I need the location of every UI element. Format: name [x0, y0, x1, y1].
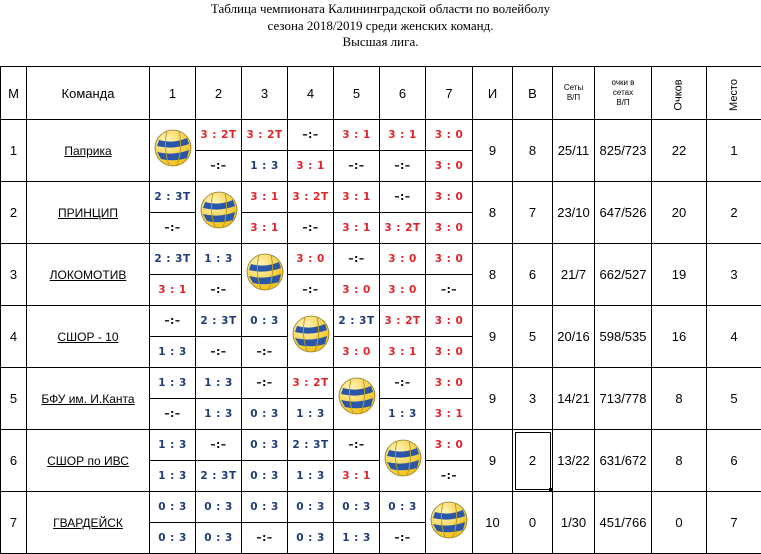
wins[interactable]: 2: [513, 430, 553, 492]
score-cell-round-2: 3 : 0: [334, 275, 380, 306]
score-cell-round-2: –:–: [426, 275, 473, 306]
score-cell-round-1: –:–: [380, 368, 426, 399]
header-col-3: 3: [242, 67, 288, 120]
score-cell-round-2: 0 : 3: [242, 461, 288, 492]
points-ratio: 825/723: [595, 120, 652, 182]
place: 2: [707, 182, 761, 244]
diagonal-ball-cell: [150, 120, 196, 182]
score-cell-round-1: 3 : 1: [334, 120, 380, 151]
header-ochkov: [652, 67, 707, 120]
team-name[interactable]: ПРИНЦИП: [58, 206, 118, 220]
score-cell-round-2: 0 : 3: [288, 523, 334, 554]
table-row: [1, 182, 761, 213]
score-cell-round-1: 3 : 0: [426, 368, 473, 399]
score-cell-round-1: 3 : 2Т: [380, 306, 426, 337]
total-points: 8: [652, 430, 707, 492]
table-row: [1, 306, 761, 337]
team-name-cell: [27, 492, 150, 554]
score-cell-round-1: 0 : 3: [380, 492, 426, 523]
score-cell-round-2: 3 : 0: [334, 337, 380, 368]
header-col-6: 6: [380, 67, 426, 120]
score-cell-round-1: 2 : 3Т: [150, 244, 196, 275]
volleyball-icon: [199, 190, 239, 230]
score-cell-round-2: 1 : 3: [242, 151, 288, 182]
row-number: 2: [1, 182, 27, 244]
score-cell-round-1: 0 : 3: [196, 492, 242, 523]
score-cell-round-1: 0 : 3: [242, 430, 288, 461]
place: 1: [707, 120, 761, 182]
header-ochkov-label: Очков: [673, 79, 685, 110]
score-cell-round-2: 3 : 0: [380, 275, 426, 306]
table-row: [1, 368, 761, 399]
place: 3: [707, 244, 761, 306]
table-row: [1, 244, 761, 275]
diagonal-ball-cell: [426, 492, 473, 554]
header-mesto-label: Место: [728, 79, 740, 111]
score-cell-round-2: 0 : 3: [150, 523, 196, 554]
total-points: 0: [652, 492, 707, 554]
score-cell-round-1: 1 : 3: [196, 368, 242, 399]
sets-ratio: 21/7: [553, 244, 595, 306]
games-played: 9: [473, 430, 513, 492]
score-cell-round-2: –:–: [196, 151, 242, 182]
points-ratio: 451/766: [595, 492, 652, 554]
score-cell-round-2: –:–: [242, 523, 288, 554]
row-number: 4: [1, 306, 27, 368]
score-cell-round-1: 3 : 1: [380, 120, 426, 151]
diagonal-ball-cell: [288, 306, 334, 368]
total-points: 19: [652, 244, 707, 306]
score-cell-round-1: 3 : 0: [426, 244, 473, 275]
sets-ratio: 23/10: [553, 182, 595, 244]
games-played: 9: [473, 306, 513, 368]
score-cell-round-1: 3 : 0: [426, 182, 473, 213]
score-cell-round-2: –:–: [426, 461, 473, 492]
header-col-1: 1: [150, 67, 196, 120]
score-cell-round-1: 2 : 3Т: [288, 430, 334, 461]
row-number: 7: [1, 492, 27, 554]
score-cell-round-2: 3 : 0: [426, 337, 473, 368]
diagonal-ball-cell: [380, 430, 426, 492]
score-cell-round-1: 0 : 3: [288, 492, 334, 523]
header-sets: [553, 67, 595, 120]
volleyball-icon: [337, 376, 377, 416]
score-cell-round-2: 3 : 0: [426, 213, 473, 244]
wins: 6: [513, 244, 553, 306]
score-cell-round-2: 0 : 3: [242, 399, 288, 430]
header-games: И: [473, 67, 513, 120]
score-cell-round-1: –:–: [380, 182, 426, 213]
table-row: [1, 492, 761, 523]
team-name[interactable]: ГВАРДЕЙСК: [53, 516, 123, 530]
team-name[interactable]: СШОР по ИВС: [47, 454, 129, 468]
total-points: 20: [652, 182, 707, 244]
score-cell-round-2: 1 : 3: [150, 337, 196, 368]
row-number: 6: [1, 430, 27, 492]
team-name-cell: [27, 182, 150, 244]
score-cell-round-1: 0 : 3: [242, 306, 288, 337]
score-cell-round-1: 3 : 0: [426, 430, 473, 461]
header-wins: В: [513, 67, 553, 120]
row-number: 5: [1, 368, 27, 430]
diagonal-ball-cell: [242, 244, 288, 306]
title-line-2: сезона 2018/2019 среди женских команд.: [0, 18, 761, 35]
score-cell-round-1: 1 : 3: [150, 368, 196, 399]
total-points: 22: [652, 120, 707, 182]
header-m: М: [1, 67, 27, 120]
score-cell-round-2: –:–: [334, 151, 380, 182]
total-points: 8: [652, 368, 707, 430]
score-cell-round-1: 2 : 3Т: [150, 182, 196, 213]
header-col-4: 4: [288, 67, 334, 120]
score-cell-round-1: 0 : 3: [242, 492, 288, 523]
row-number: 3: [1, 244, 27, 306]
score-cell-round-2: 1 : 3: [380, 399, 426, 430]
title-line-3: Высшая лига.: [0, 34, 761, 51]
score-cell-round-2: 1 : 3: [150, 461, 196, 492]
score-cell-round-2: –:–: [380, 151, 426, 182]
volleyball-icon: [291, 314, 331, 354]
score-cell-round-2: 1 : 3: [288, 399, 334, 430]
table-row: [1, 120, 761, 151]
games-played: 9: [473, 120, 513, 182]
score-cell-round-1: 2 : 3Т: [334, 306, 380, 337]
score-cell-round-1: –:–: [334, 430, 380, 461]
points-ratio: 647/526: [595, 182, 652, 244]
score-cell-round-2: –:–: [196, 337, 242, 368]
team-name[interactable]: Паприка: [64, 144, 111, 158]
team-name-cell: [27, 120, 150, 182]
place: 4: [707, 306, 761, 368]
header-points-line2: сетах: [595, 88, 651, 98]
title-line-1: Таблица чемпионата Калининградской области по волейболу: [0, 1, 761, 18]
score-cell-round-2: 3 : 0: [426, 151, 473, 182]
score-cell-round-2: –:–: [242, 337, 288, 368]
score-cell-round-2: –:–: [150, 399, 196, 430]
score-cell-round-2: 0 : 3: [196, 523, 242, 554]
header-points-line3: В/П: [595, 98, 651, 108]
team-name-cell: [27, 306, 150, 368]
diagonal-ball-cell: [334, 368, 380, 430]
volleyball-icon: [245, 252, 285, 292]
score-cell-round-1: –:–: [288, 120, 334, 151]
score-cell-round-2: 3 : 1: [426, 399, 473, 430]
score-cell-round-2: –:–: [380, 523, 426, 554]
score-cell-round-2: 3 : 1: [334, 461, 380, 492]
points-ratio: 631/672: [595, 430, 652, 492]
place: 5: [707, 368, 761, 430]
team-name[interactable]: ЛОКОМОТИВ: [50, 268, 127, 282]
wins: 5: [513, 306, 553, 368]
header-col-2: 2: [196, 67, 242, 120]
score-cell-round-1: –:–: [242, 368, 288, 399]
score-cell-round-2: 1 : 3: [288, 461, 334, 492]
score-cell-round-2: 3 : 1: [288, 151, 334, 182]
header-sets-line1: Сеты: [553, 83, 594, 93]
points-ratio: 598/535: [595, 306, 652, 368]
score-cell-round-2: 3 : 1: [380, 337, 426, 368]
table-title: [0, 0, 761, 67]
score-cell-round-1: –:–: [196, 430, 242, 461]
header-col-7: 7: [426, 67, 473, 120]
header-row: [1, 67, 761, 120]
row-number: 1: [1, 120, 27, 182]
games-played: 10: [473, 492, 513, 554]
score-cell-round-1: 3 : 0: [426, 120, 473, 151]
diagonal-ball-cell: [196, 182, 242, 244]
score-cell-round-1: 3 : 1: [242, 182, 288, 213]
total-points: 16: [652, 306, 707, 368]
volleyball-icon: [153, 128, 193, 168]
sets-ratio: 13/22: [553, 430, 595, 492]
games-played: 9: [473, 368, 513, 430]
team-name[interactable]: СШОР - 10: [57, 330, 118, 344]
score-cell-round-1: 3 : 1: [334, 182, 380, 213]
score-cell-round-1: 3 : 2Т: [288, 182, 334, 213]
score-cell-round-2: 1 : 3: [196, 399, 242, 430]
header-mesto: [707, 67, 761, 120]
team-name-cell: [27, 368, 150, 430]
team-name-cell: [27, 244, 150, 306]
score-cell-round-1: 3 : 2Т: [196, 120, 242, 151]
score-cell-round-2: 3 : 1: [150, 275, 196, 306]
header-points: [595, 67, 652, 120]
score-cell-round-2: 3 : 1: [334, 213, 380, 244]
score-cell-round-1: –:–: [150, 306, 196, 337]
team-name-cell: [27, 430, 150, 492]
score-cell-round-2: –:–: [288, 275, 334, 306]
volleyball-icon: [383, 438, 423, 478]
place: 6: [707, 430, 761, 492]
score-cell-round-1: 1 : 3: [150, 430, 196, 461]
score-cell-round-1: 3 : 0: [426, 306, 473, 337]
sets-ratio: 25/11: [553, 120, 595, 182]
score-cell-round-2: 1 : 3: [334, 523, 380, 554]
header-sets-line2: В/П: [553, 93, 594, 103]
score-cell-round-2: 3 : 2Т: [380, 213, 426, 244]
score-cell-round-2: –:–: [196, 275, 242, 306]
wins: 7: [513, 182, 553, 244]
sets-ratio: 14/21: [553, 368, 595, 430]
place: 7: [707, 492, 761, 554]
sets-ratio: 20/16: [553, 306, 595, 368]
score-cell-round-1: 0 : 3: [150, 492, 196, 523]
header-team: Команда: [27, 67, 150, 120]
score-cell-round-1: –:–: [334, 244, 380, 275]
wins: 0: [513, 492, 553, 554]
table-row: [1, 430, 761, 461]
volleyball-icon: [429, 500, 469, 540]
score-cell-round-2: –:–: [150, 213, 196, 244]
games-played: 8: [473, 182, 513, 244]
wins: 3: [513, 368, 553, 430]
points-ratio: 713/778: [595, 368, 652, 430]
score-cell-round-2: 2 : 3Т: [196, 461, 242, 492]
score-cell-round-1: 3 : 0: [288, 244, 334, 275]
points-ratio: 662/527: [595, 244, 652, 306]
score-cell-round-2: –:–: [288, 213, 334, 244]
games-played: 8: [473, 244, 513, 306]
wins: 8: [513, 120, 553, 182]
score-cell-round-2: 3 : 1: [242, 213, 288, 244]
score-cell-round-1: 3 : 2Т: [242, 120, 288, 151]
score-cell-round-1: 0 : 3: [334, 492, 380, 523]
score-cell-round-1: 3 : 0: [380, 244, 426, 275]
score-cell-round-1: 2 : 3Т: [196, 306, 242, 337]
score-cell-round-1: 1 : 3: [196, 244, 242, 275]
header-col-5: 5: [334, 67, 380, 120]
header-points-line1: очки в: [595, 78, 651, 88]
standings-table: [0, 66, 761, 554]
sets-ratio: 1/30: [553, 492, 595, 554]
score-cell-round-1: 3 : 2Т: [288, 368, 334, 399]
team-name[interactable]: БФУ им. И.Канта: [41, 392, 134, 406]
